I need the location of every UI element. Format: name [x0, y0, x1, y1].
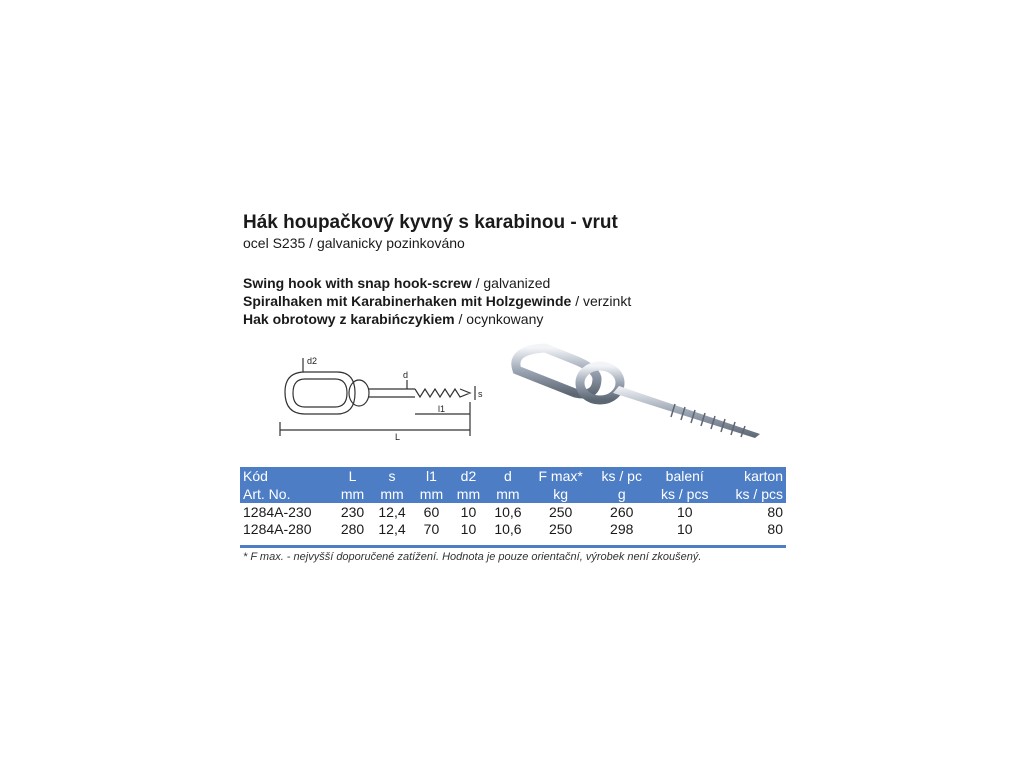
label-L: L [395, 432, 401, 442]
header-weight: ks / pc [592, 467, 651, 485]
footnote: * F max. - nejvyšší doporučené zatížení. Hodnota je pouze orientační, výrobek není zkoušený. [243, 551, 702, 563]
header-code: Kód [240, 467, 334, 485]
cell-code: 1284A-230 [243, 503, 312, 520]
cell-pack: 10 [676, 520, 693, 537]
unit-l1: mm [413, 485, 450, 503]
cell-L: 280 [340, 520, 365, 537]
cell-s: 12,4 [378, 520, 406, 537]
unit-L: mm [334, 485, 371, 503]
technical-drawing [275, 352, 490, 442]
header-s: s [371, 467, 413, 485]
label-s: s [478, 389, 483, 399]
header-carton: karton [718, 467, 786, 485]
cell-L: 230 [340, 503, 365, 520]
product-photo [505, 338, 785, 450]
cell-weight: 260 [610, 503, 634, 520]
header-d: d [487, 467, 529, 485]
header-l1: l1 [413, 467, 450, 485]
table-row [240, 503, 786, 520]
product-title: Hák houpačkový kyvný s karabinou - vrut [243, 212, 618, 233]
cell-d2: 10 [460, 503, 477, 520]
unit-fmax: kg [529, 485, 593, 503]
cell-fmax: 250 [548, 503, 573, 520]
header-d2: d2 [450, 467, 487, 485]
label-d: d [403, 370, 409, 380]
cell-d: 10,6 [494, 503, 522, 520]
table-unit-row [240, 485, 786, 503]
unit-weight: g [592, 485, 651, 503]
header-pack: balení [651, 467, 718, 485]
product-material: ocel S235 / galvanicky pozinkováno [243, 235, 465, 251]
table-bottom-rule [240, 545, 786, 548]
unit-d: mm [487, 485, 529, 503]
table-row [240, 520, 786, 537]
translation-en: Swing hook with snap hook-screw / galvanized [243, 275, 551, 291]
unit-d2: mm [450, 485, 487, 503]
cell-fmax: 250 [548, 520, 573, 537]
cell-carton: 80 [767, 503, 783, 520]
cell-pack: 10 [676, 503, 693, 520]
unit-s: mm [371, 485, 413, 503]
label-d2: d2 [307, 356, 318, 366]
translation-de: Spiralhaken mit Karabinerhaken mit Holzgewinde / verzinkt [243, 293, 632, 309]
cell-code: 1284A-280 [243, 520, 312, 537]
cell-weight: 298 [610, 520, 634, 537]
cell-carton: 80 [767, 520, 783, 537]
cell-s: 12,4 [378, 503, 406, 520]
table-header-row [240, 467, 786, 485]
unit-pack: ks / pcs [651, 485, 718, 503]
unit-carton: ks / pcs [718, 485, 786, 503]
unit-code: Art. No. [240, 485, 334, 503]
cell-l1: 60 [423, 503, 440, 520]
cell-l1: 70 [423, 520, 440, 537]
cell-d2: 10 [460, 520, 477, 537]
header-L: L [334, 467, 371, 485]
label-l1: l1 [438, 404, 446, 414]
spec-table [240, 467, 786, 537]
translation-pl: Hak obrotowy z karabińczykiem / ocynkowany [243, 311, 544, 327]
cell-d: 10,6 [494, 520, 522, 537]
translations-block [243, 274, 631, 328]
header-fmax: F max* [529, 467, 593, 485]
